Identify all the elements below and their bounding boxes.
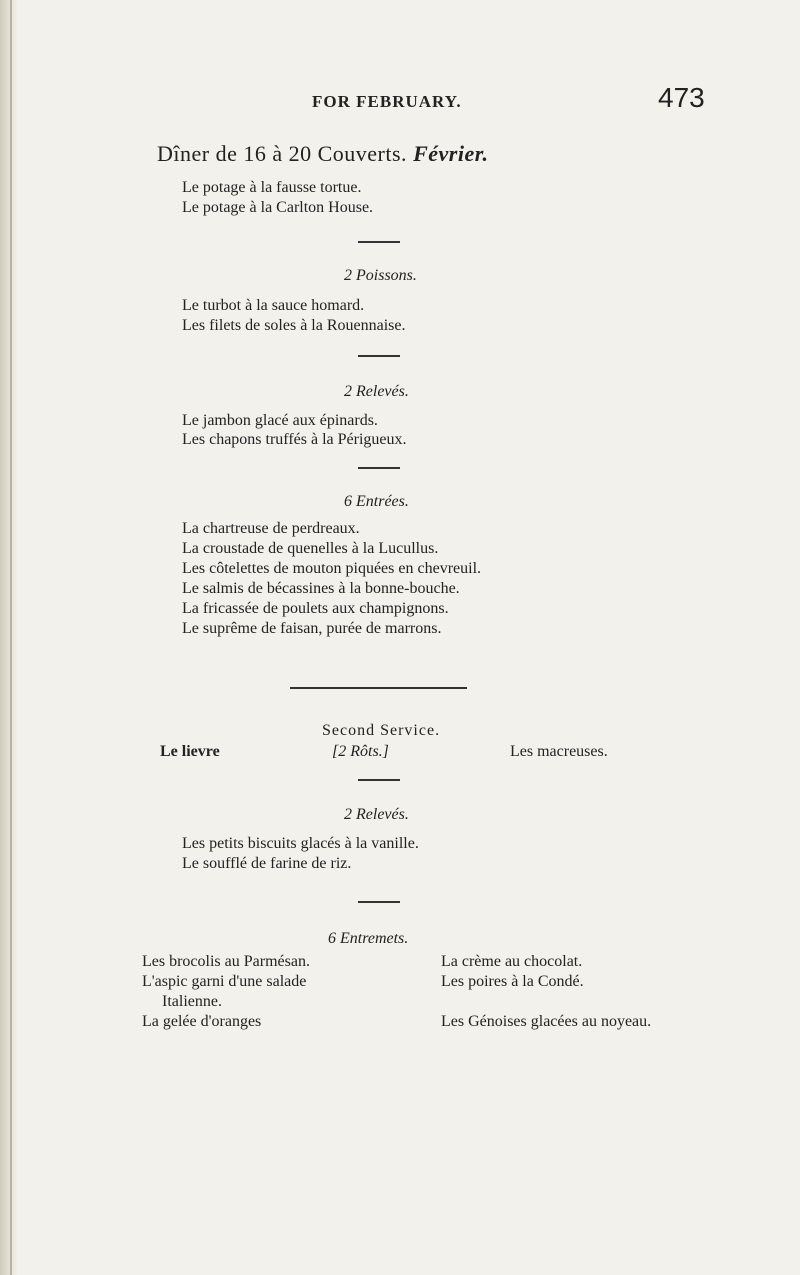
releves-heading: 2 Relevés. [344, 383, 409, 400]
entremet-right-item: Les poires à la Condé. [441, 973, 584, 990]
menu-date: Février. [413, 141, 489, 166]
releve-item: Les chapons truffés à la Périgueux. [182, 431, 407, 448]
releve-item: Le jambon glacé aux épinards. [182, 412, 378, 429]
running-title: FOR FEBRUARY. [312, 92, 462, 111]
releve2-item: Les petits biscuits glacés à la vanille. [182, 835, 419, 852]
entremets-heading: 6 Entremets. [328, 930, 409, 947]
entree-item: Le suprême de faisan, purée de marrons. [182, 620, 442, 637]
binding-line [10, 0, 12, 1275]
menu-title-text: Dîner de 16 à 20 Couverts. [157, 141, 408, 166]
page-header [0, 78, 800, 118]
menu-title [157, 141, 489, 167]
section-divider [358, 901, 400, 903]
potage-item: Le potage à la Carlton House. [182, 199, 374, 216]
releve2-item: Le soufflé de farine de riz. [182, 855, 352, 872]
entremet-right-item: Les Génoises glacées au noyeau. [441, 1013, 652, 1030]
entree-item: La chartreuse de perdreaux. [182, 520, 360, 537]
poisson-item: Les filets de soles à la Rouennaise. [182, 317, 406, 334]
entremet-right-item: La crème au chocolat. [441, 953, 583, 970]
entremet-left-item: Les brocolis au Parmésan. [142, 953, 310, 970]
page-number: 473 [658, 82, 705, 113]
entremet-left-item: L'aspic garni d'une salade [142, 973, 307, 990]
second-service-left: Le lievre [160, 743, 220, 760]
poisson-item: Le turbot à la sauce homard. [182, 297, 365, 314]
section-divider [358, 467, 400, 469]
section-divider [358, 355, 400, 357]
entremet-left-item: Italienne. [162, 993, 222, 1010]
second-service-center: [2 Rôts.] [332, 743, 389, 760]
entree-item: La croustade de quenelles à la Lucullus. [182, 540, 439, 557]
releves2-heading: 2 Relevés. [344, 806, 409, 823]
entremet-left-item: La gelée d'oranges [142, 1013, 262, 1030]
section-divider [358, 779, 400, 781]
entree-item: Le salmis de bécassines à la bonne-bouche. [182, 580, 460, 597]
second-service-heading: Second Service. [322, 722, 441, 739]
poissons-heading: 2 Poissons. [344, 267, 417, 284]
second-service-right: Les macreuses. [510, 743, 608, 760]
entree-item: Les côtelettes de mouton piquées en chevreuil. [182, 560, 482, 577]
potage-item: Le potage à la fausse tortue. [182, 179, 362, 196]
entrees-heading: 6 Entrées. [344, 493, 409, 510]
section-divider [358, 241, 400, 243]
service-divider [290, 687, 467, 689]
entree-item: La fricassée de poulets aux champignons. [182, 600, 449, 617]
page-binding-edge [0, 0, 18, 1275]
